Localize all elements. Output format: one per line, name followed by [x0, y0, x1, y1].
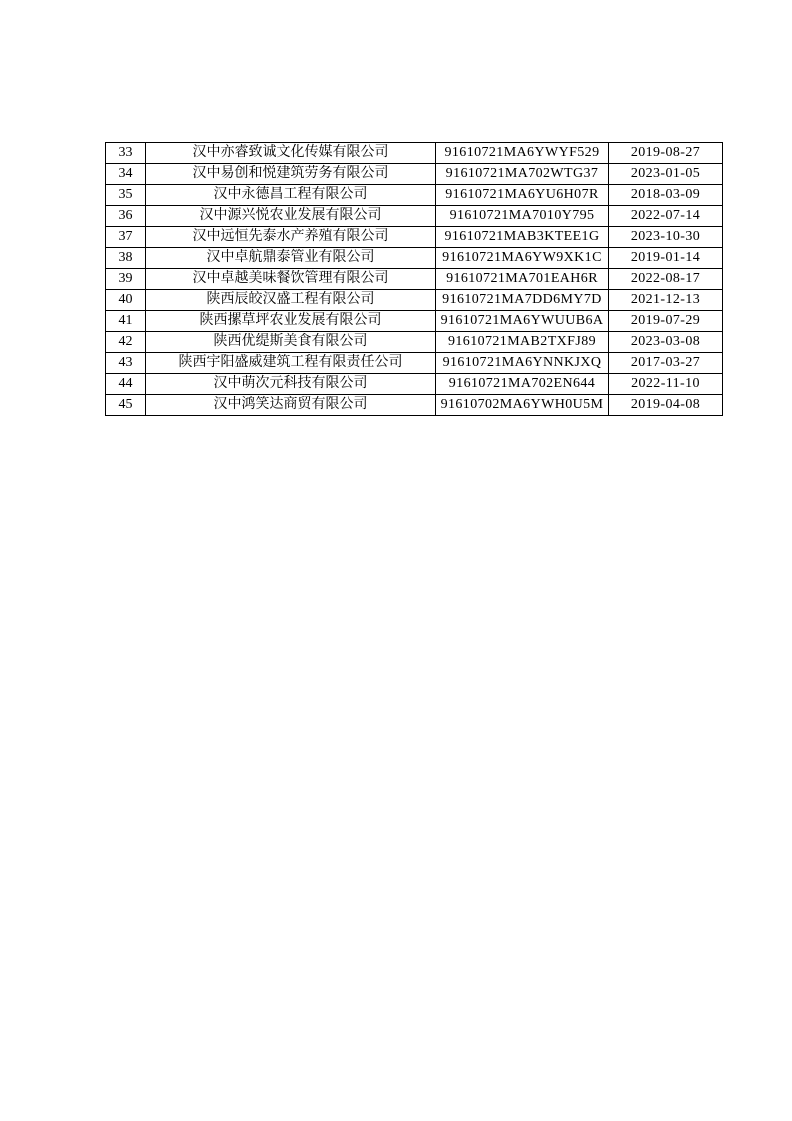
row-number-cell: 45: [106, 395, 146, 416]
reg-date-cell: 2022-08-17: [609, 269, 723, 290]
company-name-cell: 汉中鸿笑达商贸有限公司: [146, 395, 436, 416]
reg-date-cell: 2019-08-27: [609, 143, 723, 164]
credit-code-cell: 91610702MA6YWH0U5M: [436, 395, 609, 416]
row-number-cell: 37: [106, 227, 146, 248]
table-row: [106, 374, 723, 395]
company-name-cell: 汉中永德昌工程有限公司: [146, 185, 436, 206]
company-name-cell: 汉中卓越美味餐饮管理有限公司: [146, 269, 436, 290]
reg-date-cell: 2017-03-27: [609, 353, 723, 374]
company-name-cell: 陕西辰皎汉盛工程有限公司: [146, 290, 436, 311]
reg-date-cell: 2023-01-05: [609, 164, 723, 185]
credit-code-cell: 91610721MA7010Y795: [436, 206, 609, 227]
table-row: [106, 248, 723, 269]
row-number-cell: 44: [106, 374, 146, 395]
reg-date-cell: 2023-10-30: [609, 227, 723, 248]
reg-date-cell: 2022-11-10: [609, 374, 723, 395]
credit-code-cell: 91610721MA701EAH6R: [436, 269, 609, 290]
reg-date-cell: 2022-07-14: [609, 206, 723, 227]
company-name-cell: 汉中源兴悦农业发展有限公司: [146, 206, 436, 227]
company-name-cell: 汉中亦睿致诚文化传媒有限公司: [146, 143, 436, 164]
credit-code-cell: 91610721MAB2TXFJ89: [436, 332, 609, 353]
row-number-cell: 39: [106, 269, 146, 290]
company-name-cell: 汉中远恒先泰水产养殖有限公司: [146, 227, 436, 248]
row-number-cell: 40: [106, 290, 146, 311]
reg-date-cell: 2019-07-29: [609, 311, 723, 332]
reg-date-cell: 2021-12-13: [609, 290, 723, 311]
credit-code-cell: 91610721MA6YNNKJXQ: [436, 353, 609, 374]
row-number-cell: 43: [106, 353, 146, 374]
table-row: [106, 332, 723, 353]
row-number-cell: 33: [106, 143, 146, 164]
reg-date-cell: 2023-03-08: [609, 332, 723, 353]
credit-code-cell: 91610721MA702EN644: [436, 374, 609, 395]
row-number-cell: 42: [106, 332, 146, 353]
table-row: [106, 311, 723, 332]
reg-date-cell: 2019-04-08: [609, 395, 723, 416]
reg-date-cell: 2018-03-09: [609, 185, 723, 206]
company-name-cell: 陕西优缇斯美食有限公司: [146, 332, 436, 353]
company-table: [105, 142, 723, 416]
table-row: [106, 395, 723, 416]
table-row: [106, 269, 723, 290]
reg-date-cell: 2019-01-14: [609, 248, 723, 269]
row-number-cell: 38: [106, 248, 146, 269]
table-row: [106, 227, 723, 248]
credit-code-cell: 91610721MA6YW9XK1C: [436, 248, 609, 269]
company-name-cell: 陕西宇阳盛威建筑工程有限责任公司: [146, 353, 436, 374]
table-row: [106, 143, 723, 164]
credit-code-cell: 91610721MA702WTG37: [436, 164, 609, 185]
table-row: [106, 206, 723, 227]
table-row: [106, 185, 723, 206]
credit-code-cell: 91610721MA6YU6H07R: [436, 185, 609, 206]
row-number-cell: 35: [106, 185, 146, 206]
row-number-cell: 34: [106, 164, 146, 185]
row-number-cell: 41: [106, 311, 146, 332]
credit-code-cell: 91610721MA7DD6MY7D: [436, 290, 609, 311]
table-row: [106, 353, 723, 374]
company-name-cell: 汉中卓航鼎泰管业有限公司: [146, 248, 436, 269]
row-number-cell: 36: [106, 206, 146, 227]
table-row: [106, 164, 723, 185]
company-name-cell: 汉中萌次元科技有限公司: [146, 374, 436, 395]
company-table-body: [106, 143, 723, 416]
table-row: [106, 290, 723, 311]
company-name-cell: 汉中易创和悦建筑劳务有限公司: [146, 164, 436, 185]
credit-code-cell: 91610721MA6YWUUB6A: [436, 311, 609, 332]
credit-code-cell: 91610721MA6YWYF529: [436, 143, 609, 164]
credit-code-cell: 91610721MAB3KTEE1G: [436, 227, 609, 248]
company-name-cell: 陕西摞草坪农业发展有限公司: [146, 311, 436, 332]
